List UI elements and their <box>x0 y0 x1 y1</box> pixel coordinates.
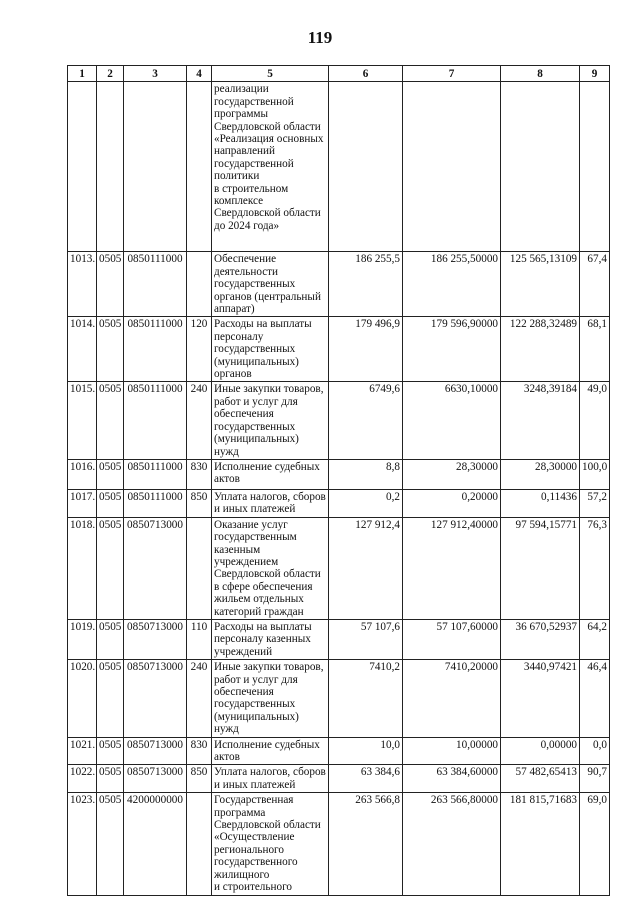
table-row <box>68 619 610 659</box>
row-number-cell <box>68 82 97 252</box>
page-number: 119 <box>307 28 333 47</box>
refined-cell: 6630,10000 <box>403 382 501 459</box>
col-header: 3 <box>124 66 187 82</box>
expense-type-cell <box>187 82 212 252</box>
col-header: 1 <box>68 66 97 82</box>
table-row <box>68 765 610 793</box>
percent-cell: 57,2 <box>580 489 610 517</box>
refined-cell <box>403 82 501 252</box>
name-cell <box>212 382 329 459</box>
expense-type-cell <box>187 252 212 317</box>
name-cell <box>212 517 329 619</box>
percent-cell: 0,0 <box>580 737 610 765</box>
section-cell: 0505 <box>97 619 124 659</box>
name-text: Обеспечение деятельности государственных органов (центральный аппарат) <box>214 253 321 316</box>
refined-cell: 0,20000 <box>403 489 501 517</box>
expense-type-cell: 850 <box>187 489 212 517</box>
section-cell: 0505 <box>97 765 124 793</box>
percent-cell: 64,2 <box>580 619 610 659</box>
name-cell <box>212 82 329 252</box>
table-row <box>68 737 610 765</box>
refined-cell: 63 384,60000 <box>403 765 501 793</box>
executed-cell: 28,30000 <box>501 459 580 489</box>
name-cell <box>212 252 329 317</box>
percent-cell: 76,3 <box>580 517 610 619</box>
percent-cell <box>580 82 610 252</box>
refined-cell: 263 566,80000 <box>403 793 501 895</box>
section-cell: 0505 <box>97 252 124 317</box>
name-text: Исполнение судебных актов <box>214 738 320 764</box>
plan-cell: 63 384,6 <box>329 765 403 793</box>
refined-cell: 57 107,60000 <box>403 619 501 659</box>
refined-cell: 127 912,40000 <box>403 517 501 619</box>
plan-cell: 263 566,8 <box>329 793 403 895</box>
name-cell <box>212 459 329 489</box>
name-text: Иные закупки товаров, работ и услуг для обеспечения государственных (муниципальных) нужд <box>214 383 324 458</box>
name-cell <box>212 660 329 737</box>
name-text: Расходы на выплаты персоналу казенных учреждений <box>214 620 312 658</box>
row-number-cell: 1021. <box>68 737 97 765</box>
target-article-cell: 0850111000 <box>124 459 187 489</box>
name-text: Уплата налогов, сборов и иных платежей <box>214 490 326 516</box>
expense-type-cell: 850 <box>187 765 212 793</box>
expense-type-cell: 120 <box>187 317 212 382</box>
name-text: Иные закупки товаров, работ и услуг для обеспечения государственных (муниципальных) нужд <box>214 661 324 736</box>
executed-cell: 181 815,71683 <box>501 793 580 895</box>
refined-cell: 179 596,90000 <box>403 317 501 382</box>
col-header: 9 <box>580 66 610 82</box>
table-row <box>68 489 610 517</box>
executed-cell: 97 594,15771 <box>501 517 580 619</box>
target-article-cell: 0850713000 <box>124 765 187 793</box>
executed-cell: 57 482,65413 <box>501 765 580 793</box>
col-header: 2 <box>97 66 124 82</box>
target-article-cell: 0850111000 <box>124 489 187 517</box>
target-article-cell: 0850713000 <box>124 517 187 619</box>
table-row-continuation <box>68 82 610 252</box>
plan-cell <box>329 82 403 252</box>
row-number-cell: 1022. <box>68 765 97 793</box>
executed-cell: 122 288,32489 <box>501 317 580 382</box>
executed-cell: 36 670,52937 <box>501 619 580 659</box>
col-header: 7 <box>403 66 501 82</box>
name-text: Государственная программа Свердловской области «Осуществление регионального государственного жилищного и строительного <box>214 794 321 894</box>
name-text: реализации государственной программы Свердловской области «Реализация основных направлений государственной политики в строительном комплексе Свердловской области до 2024 года» <box>214 83 324 232</box>
name-text: Исполнение судебных актов <box>214 460 320 486</box>
expense-type-cell: 240 <box>187 660 212 737</box>
percent-cell: 46,4 <box>580 660 610 737</box>
executed-cell: 3440,97421 <box>501 660 580 737</box>
row-number-cell: 1014. <box>68 317 97 382</box>
plan-cell: 57 107,6 <box>329 619 403 659</box>
plan-cell: 8,8 <box>329 459 403 489</box>
target-article-cell: 0850111000 <box>124 252 187 317</box>
col-header: 8 <box>501 66 580 82</box>
percent-cell: 49,0 <box>580 382 610 459</box>
executed-cell <box>501 82 580 252</box>
expense-type-cell <box>187 517 212 619</box>
target-article-cell: 0850111000 <box>124 382 187 459</box>
table-row <box>68 317 610 382</box>
target-article-cell: 0850713000 <box>124 619 187 659</box>
target-article-cell: 0850713000 <box>124 660 187 737</box>
refined-cell: 28,30000 <box>403 459 501 489</box>
row-number-cell: 1019. <box>68 619 97 659</box>
name-text: Оказание услуг государственным казенным учреждением Свердловской области в сфере обеспечения жильем отдельных категорий граждан <box>214 518 321 618</box>
refined-cell: 7410,20000 <box>403 660 501 737</box>
expense-type-cell <box>187 793 212 895</box>
percent-cell: 67,4 <box>580 252 610 317</box>
target-article-cell: 0850111000 <box>124 317 187 382</box>
plan-cell: 186 255,5 <box>329 252 403 317</box>
row-number-cell: 1018. <box>68 517 97 619</box>
name-text: Уплата налогов, сборов и иных платежей <box>214 766 326 791</box>
executed-cell: 125 565,13109 <box>501 252 580 317</box>
header-row <box>68 66 610 82</box>
section-cell: 0505 <box>97 459 124 489</box>
executed-cell: 3248,39184 <box>501 382 580 459</box>
plan-cell: 179 496,9 <box>329 317 403 382</box>
table-row <box>68 382 610 459</box>
table-row <box>68 517 610 619</box>
section-cell: 0505 <box>97 793 124 895</box>
plan-cell: 7410,2 <box>329 660 403 737</box>
plan-cell: 0,2 <box>329 489 403 517</box>
percent-cell: 68,1 <box>580 317 610 382</box>
target-article-cell: 4200000000 <box>124 793 187 895</box>
plan-cell: 6749,6 <box>329 382 403 459</box>
expense-type-cell: 830 <box>187 737 212 765</box>
plan-cell: 127 912,4 <box>329 517 403 619</box>
name-cell <box>212 737 329 765</box>
table-row <box>68 459 610 489</box>
refined-cell: 10,00000 <box>403 737 501 765</box>
row-number-cell: 1023. <box>68 793 97 895</box>
row-number-cell: 1017. <box>68 489 97 517</box>
section-cell: 0505 <box>97 660 124 737</box>
refined-cell: 186 255,50000 <box>403 252 501 317</box>
section-cell: 0505 <box>97 517 124 619</box>
target-article-cell: 0850713000 <box>124 737 187 765</box>
col-header: 4 <box>187 66 212 82</box>
percent-cell: 90,7 <box>580 765 610 793</box>
percent-cell: 100,0 <box>580 459 610 489</box>
target-article-cell <box>124 82 187 252</box>
expense-type-cell: 110 <box>187 619 212 659</box>
name-cell <box>212 619 329 659</box>
table-row <box>68 793 610 895</box>
section-cell: 0505 <box>97 382 124 459</box>
row-number-cell: 1020. <box>68 660 97 737</box>
table-row <box>68 660 610 737</box>
name-cell <box>212 793 329 895</box>
row-number-cell: 1015. <box>68 382 97 459</box>
expense-type-cell: 240 <box>187 382 212 459</box>
name-text: Расходы на выплаты персоналу государственных (муниципальных) органов <box>214 318 312 381</box>
row-number-cell: 1013. <box>68 252 97 317</box>
col-header: 5 <box>212 66 329 82</box>
name-cell <box>212 317 329 382</box>
name-cell <box>212 765 329 793</box>
section-cell: 0505 <box>97 317 124 382</box>
expense-type-cell: 830 <box>187 459 212 489</box>
section-cell <box>97 82 124 252</box>
percent-cell: 69,0 <box>580 793 610 895</box>
executed-cell: 0,11436 <box>501 489 580 517</box>
budget-table <box>67 65 610 896</box>
section-cell: 0505 <box>97 489 124 517</box>
row-number-cell: 1016. <box>68 459 97 489</box>
section-cell: 0505 <box>97 737 124 765</box>
plan-cell: 10,0 <box>329 737 403 765</box>
table-row <box>68 252 610 317</box>
name-cell <box>212 489 329 517</box>
executed-cell: 0,00000 <box>501 737 580 765</box>
col-header: 6 <box>329 66 403 82</box>
